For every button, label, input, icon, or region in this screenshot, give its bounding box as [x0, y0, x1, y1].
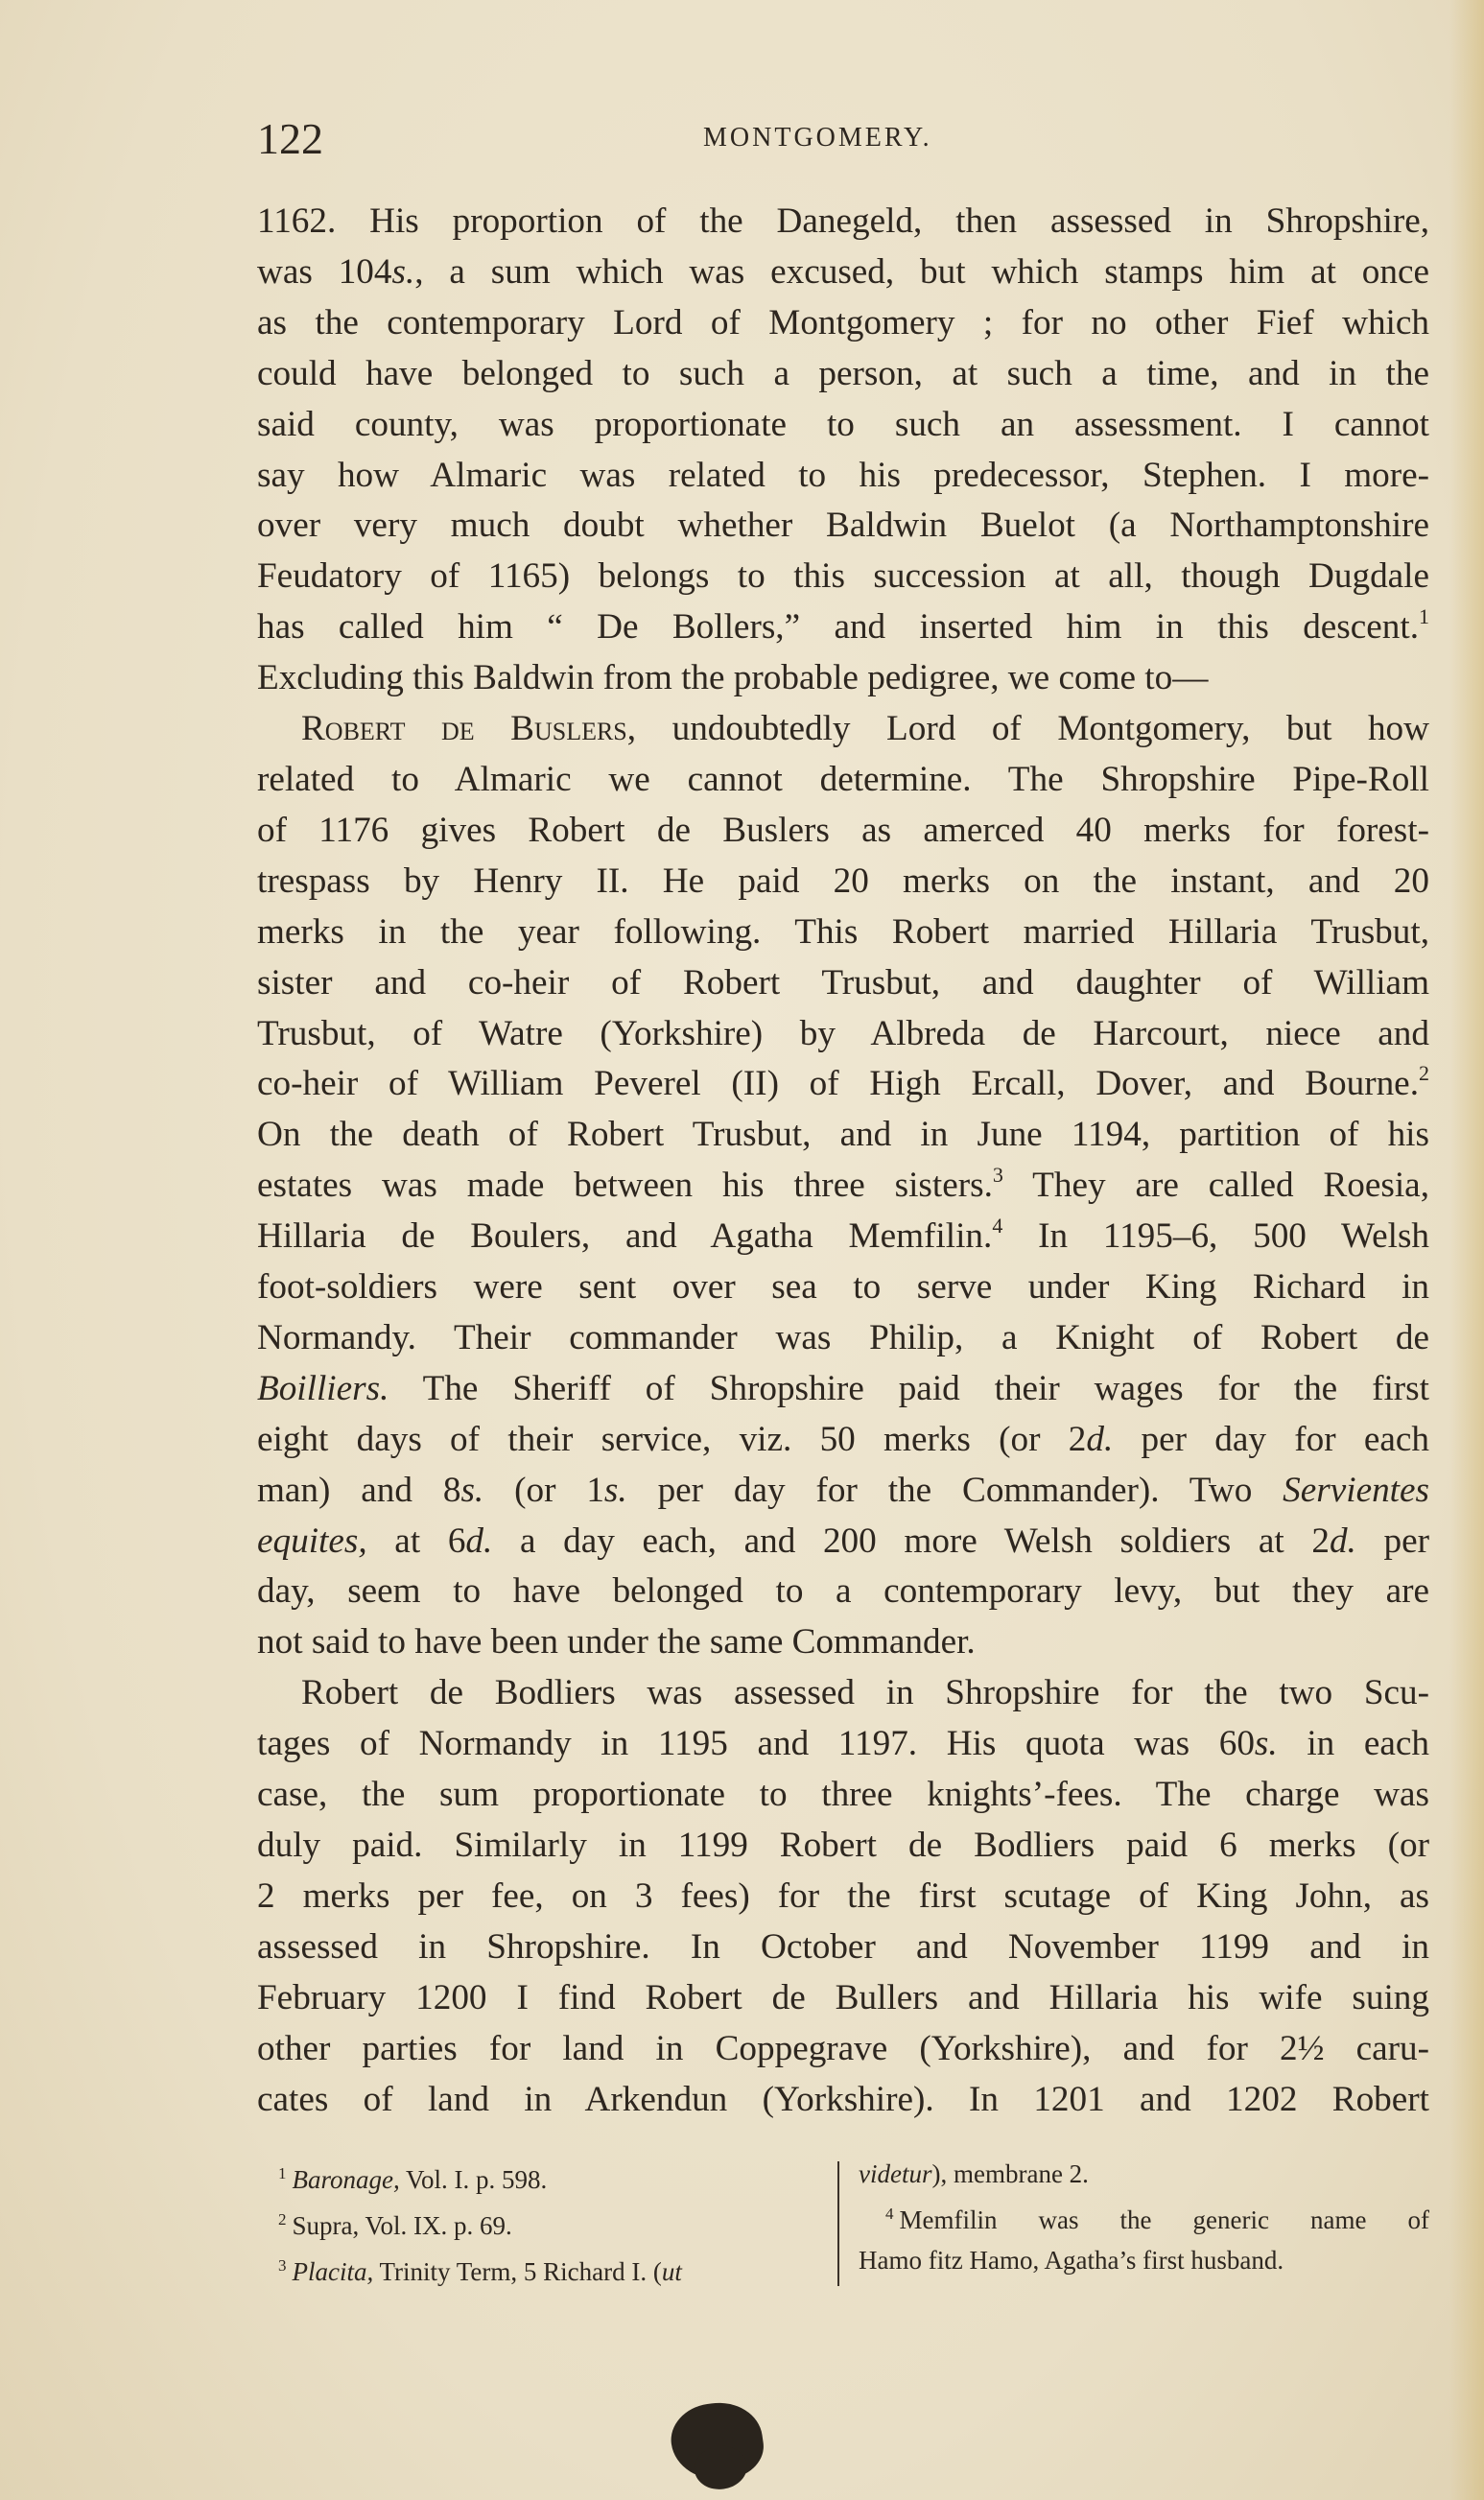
text-line: as the contemporary Lord of Montgomery ; for no other Fief which	[257, 302, 1429, 342]
text-line: Hillaria de Boulers, and Agatha Memfilin.$^4$ In 1195–6, 500 Welsh	[257, 1214, 1430, 1257]
footnotes-right-column	[859, 2154, 1429, 2280]
footnote-4: $^4$ Memfilin was the generic name of	[885, 2205, 1429, 2234]
text-line: not said to have been under the same Commander.	[257, 1622, 976, 1663]
text-line: of 1176 gives Robert de Buslers as amerced 40 merks for forest-	[257, 810, 1429, 850]
page-edge-shadow	[1449, 0, 1484, 2500]
text-line: foot-soldiers were sent over sea to serve under King Richard in	[257, 1267, 1429, 1308]
text-line: was 104s., a sum which was excused, but which stamps him at once	[257, 251, 1429, 292]
footnote-2: $^2$ Supra, Vol. IX. p. 69.	[278, 2210, 512, 2240]
footnote-3-continued: videtur), membrane 2.	[859, 2159, 1089, 2188]
footnote-ref: 2	[1419, 1061, 1429, 1086]
text-line: related to Almaric we cannot determine. The Shropshire Pipe-Roll	[257, 759, 1429, 799]
text-line: duly paid. Similarly in 1199 Robert de Bodliers paid 6 merks (or	[257, 1826, 1429, 1865]
person-heading: Robert de Buslers	[301, 709, 627, 749]
text-line: 2 merks per fee, on 3 fees) for the first scutage of King John, as	[257, 1875, 1429, 1916]
text-line: sister and co-heir of Robert Trusbut, and daughter of William	[257, 962, 1429, 1002]
page-number: 122	[257, 114, 323, 163]
text-line: say how Almaric was related to his predecessor, Stephen. I more-	[257, 455, 1429, 495]
text-line: cates of land in Arkendun (Yorkshire). In 1201 and 1202 Robert	[257, 2079, 1429, 2119]
text-line: 1162. His proportion of the Danegeld, then assessed in Shropshire,	[257, 201, 1429, 241]
body-text	[257, 197, 1429, 2125]
text-line: merks in the year following. This Robert married Hillaria Trusbut,	[257, 911, 1429, 952]
text-line: has called him “ De Bollers,” and inserted him in this descent.$^1$	[257, 604, 1429, 648]
running-title: MONTGOMERY.	[703, 123, 932, 153]
text-line: over very much doubt whether Baldwin Buelot (a Northamptonshire	[257, 506, 1429, 546]
text-line: day, seem to have belonged to a contemporary levy, but they are	[257, 1571, 1429, 1612]
text-line: estates was made between his three sisters.$^3$ They are called Roesia,	[257, 1163, 1429, 1206]
text-line: case, the sum proportionate to three knights’-fees. The charge was	[257, 1775, 1429, 1815]
text-line: Robert de Buslers, undoubtedly Lord of Montgomery, but how	[301, 709, 1430, 749]
footnotes-left-column	[278, 2154, 801, 2292]
footnote-3: $^3$ Placita, Trinity Term, 5 Richard I. (ut	[278, 2256, 682, 2286]
footnote-1: $^1$ Baronage, Vol. I. p. 598.	[278, 2164, 548, 2194]
footnote-ref: 1	[1419, 604, 1429, 629]
text-line: Normandy. Their commander was Philip, a Knight of Robert de	[257, 1317, 1429, 1357]
text-line: Feudatory of 1165) belongs to this succession at all, though Dugdale	[257, 556, 1429, 597]
text-line: equites, at 6d. a day each, and 200 more Welsh soldiers at 2d. per	[257, 1521, 1429, 1561]
text-line: co-heir of William Peverel (II) of High Ercall, Dover, and Bourne.$^2$	[257, 1061, 1429, 1104]
text-line: tages of Normandy in 1195 and 1197. His quota was 60s. in each	[257, 1724, 1429, 1764]
footnote-ref: 3	[992, 1163, 1003, 1188]
footnote-4-continued: Hamo fitz Hamo, Agatha’s first husband.	[859, 2246, 1284, 2275]
text-line: could have belonged to such a person, at such a time, and in the	[257, 353, 1429, 393]
text-line: trespass by Henry II. He paid 20 merks on the instant, and 20	[257, 861, 1429, 901]
text-line: Boilliers. The Sheriff of Shropshire paid their wages for the first	[257, 1368, 1429, 1408]
footnote-divider	[837, 2161, 839, 2286]
text-line: February 1200 I find Robert de Bullers and Hillaria his wife suing	[257, 1977, 1429, 2017]
text-line: other parties for land in Coppegrave (Yorkshire), and for 2½ caru-	[257, 2028, 1429, 2068]
text-line: man) and 8s. (or 1s. per day for the Commander). Two Servientes	[257, 1470, 1429, 1510]
footnotes	[278, 2154, 1429, 2288]
text-line: Trusbut, of Watre (Yorkshire) by Albreda de Harcourt, niece and	[257, 1013, 1429, 1053]
text-line: eight days of their service, viz. 50 merks (or 2d. per day for each	[257, 1419, 1429, 1459]
text-line: Excluding this Baldwin from the probable pedigree, we come to—	[257, 658, 1209, 698]
footnote-ref: 4	[992, 1214, 1003, 1238]
text-line: said county, was proportionate to such an assessment. I cannot	[257, 404, 1429, 444]
text-line: On the death of Robert Trusbut, and in June 1194, partition of his	[257, 1115, 1429, 1155]
text-line: assessed in Shropshire. In October and November 1199 and in	[257, 1926, 1429, 1967]
running-head	[257, 113, 1427, 171]
text-line: Robert de Bodliers was assessed in Shropshire for the two Scu-	[301, 1673, 1429, 1713]
